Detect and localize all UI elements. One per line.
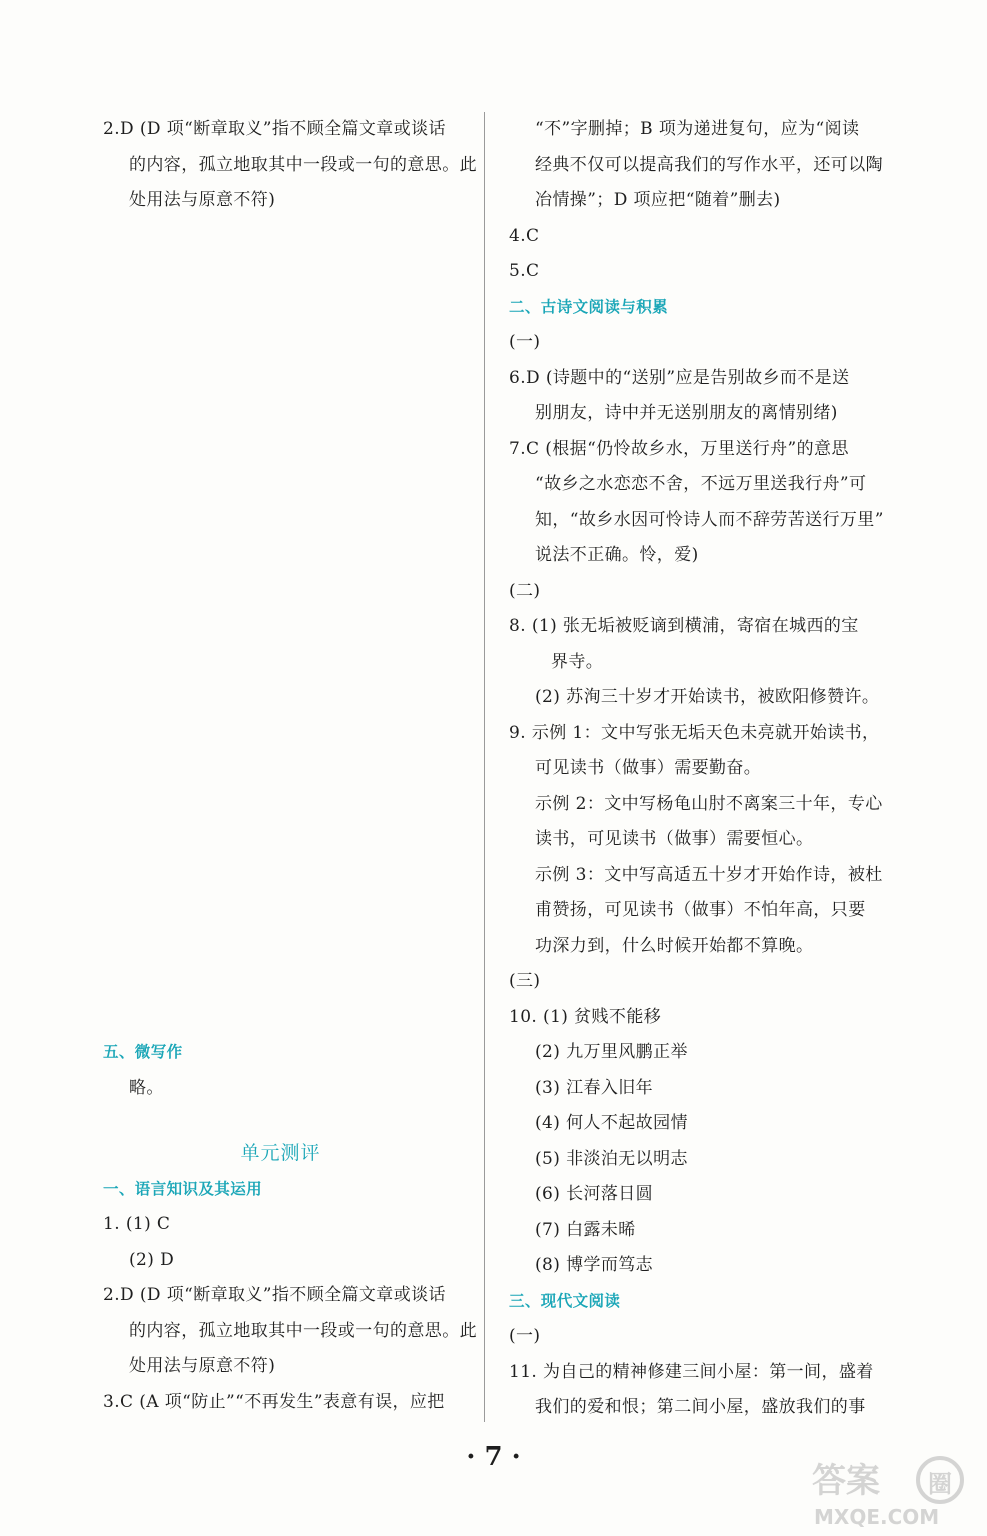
- text-line: 的内容，孤立地取其中一段或一句的意思。此: [129, 154, 477, 175]
- page-number: · 7 ·: [466, 1442, 521, 1472]
- text-line: 2.D (D 项“断章取义”指不顾全篇文章或谈话: [103, 1285, 446, 1305]
- svg-text:MXQE.COM: MXQE.COM: [814, 1505, 940, 1529]
- text-line: [103, 645, 458, 681]
- text-line: [103, 609, 458, 645]
- subsection-label: (二): [509, 580, 541, 601]
- unit-title: 单元测评: [240, 1142, 321, 1164]
- list-item: (3) 江春入旧年: [535, 1077, 654, 1098]
- text-line: [103, 964, 458, 1000]
- right-column: [509, 112, 884, 1426]
- text-line: [103, 467, 458, 503]
- text-line: [103, 503, 458, 539]
- section-heading: 二、古诗文阅读与积累: [509, 297, 669, 316]
- list-item: (7) 白露未晞: [535, 1219, 636, 1240]
- text-line: 9. 示例 1：文中写张无垢天色未亮就开始读书，: [509, 722, 880, 743]
- section-heading: 五、微写作: [103, 1043, 183, 1061]
- text-line: [103, 574, 458, 610]
- text-line: 处用法与原意不符): [129, 1356, 276, 1376]
- column-divider: [484, 112, 485, 1422]
- text-line: 8. (1) 张无垢被贬谪到横浦，寄宿在城西的宝: [509, 616, 859, 636]
- text-line: [103, 1000, 458, 1036]
- text-line: 知，“故乡水因可怜诗人而不辞劳苦送行万里”: [535, 509, 884, 530]
- section-heading: 一、语言知识及其运用: [103, 1179, 263, 1198]
- text-line: 10. (1) 贫贱不能移: [509, 1006, 662, 1027]
- left-column: [103, 112, 477, 1420]
- list-item: (8) 博学而笃志: [535, 1255, 654, 1275]
- text-line: 说法不正确。怜，爱): [535, 545, 699, 565]
- subsection-label: (一): [509, 1326, 541, 1346]
- text-line: [103, 716, 458, 752]
- section-heading: 三、现代文阅读: [509, 1291, 621, 1310]
- text-line: 读书，可见读书（做事）需要恒心。: [535, 829, 814, 849]
- list-item: (2) 九万里风鹏正举: [535, 1042, 688, 1062]
- text-line: 示例 2：文中写杨龟山肘不离案三十年，专心: [535, 793, 883, 814]
- text-line: 的内容，孤立地取其中一段或一句的意思。此: [129, 1320, 477, 1341]
- text-line: 界寺。: [551, 651, 604, 672]
- text-line: [103, 254, 458, 290]
- text-line: [103, 290, 458, 326]
- text-line: 7.C (根据“仍怜故乡水，万里送行舟”的意思: [509, 438, 849, 459]
- text-line: 3.C (A 项“防止”“不再发生”表意有误，应把: [103, 1391, 445, 1412]
- text-line: 2.D (D 项“断章取义”指不顾全篇文章或谈话: [103, 119, 446, 139]
- text-line: [103, 751, 458, 787]
- text-line: [103, 680, 458, 716]
- text-line: 11. 为自己的精神修建三间小屋：第一间，盛着: [509, 1361, 874, 1382]
- text-line: 略。: [129, 1077, 164, 1098]
- text-line: 6.D (诗题中的“送别”应是告别故乡而不是送: [509, 367, 850, 388]
- text-line: 5.C: [509, 261, 540, 281]
- text-line: [103, 929, 458, 965]
- list-item: (5) 非淡泊无以明志: [535, 1148, 688, 1169]
- text-line: [103, 893, 458, 929]
- subsection-label: (一): [509, 332, 541, 352]
- text-line: [103, 396, 458, 432]
- text-line: [103, 858, 458, 894]
- q2-answer: [103, 112, 477, 1035]
- text-line: 我们的爱和恨；第二间小屋，盛放我们的事: [535, 1397, 866, 1417]
- subsection-label: (三): [509, 971, 541, 991]
- text-line: “故乡之水恋恋不舍，不远万里送我行舟”可: [535, 474, 867, 494]
- text-line: 4.C: [509, 225, 540, 246]
- text-line: “不”字删掉；B 项为递进复句，应为“阅读: [535, 119, 860, 139]
- text-line: [103, 325, 458, 361]
- text-line: [103, 538, 458, 574]
- text-line: 功深力到，什么时候开始都不算晚。: [535, 935, 814, 956]
- text-line: [103, 822, 458, 858]
- text-line: 冶情操”；D 项应把“随着”删去): [535, 190, 781, 210]
- text-line: 示例 3：文中写高适五十岁才开始作诗，被杜: [535, 864, 883, 885]
- text-line: [103, 787, 458, 823]
- watermark-logo: [808, 1452, 978, 1530]
- text-line: [103, 432, 458, 468]
- list-item: (4) 何人不起故园情: [535, 1113, 688, 1133]
- text-line: [103, 361, 458, 397]
- text-line: 别朋友，诗中并无送别朋友的离情别绪): [535, 403, 838, 423]
- text-line: (2) D: [129, 1249, 175, 1270]
- text-line: [103, 219, 458, 255]
- text-line: 可见读书（做事）需要勤奋。: [535, 758, 762, 778]
- text-line: 处用法与原意不符): [129, 190, 276, 210]
- text-line: (2) 苏洵三十岁才开始读书，被欧阳修赞许。: [535, 687, 880, 707]
- text-line: 甫赞扬，可见读书（做事）不怕年高，只要: [535, 900, 866, 920]
- text-line: 1. (1) C: [103, 1214, 171, 1234]
- svg-text:圈: 圈: [928, 1470, 952, 1498]
- text-line: 经典不仅可以提高我们的写作水平，还可以陶: [535, 154, 883, 175]
- svg-text:答案: 答案: [812, 1461, 880, 1501]
- list-item: (6) 长河落日圆: [535, 1184, 654, 1204]
